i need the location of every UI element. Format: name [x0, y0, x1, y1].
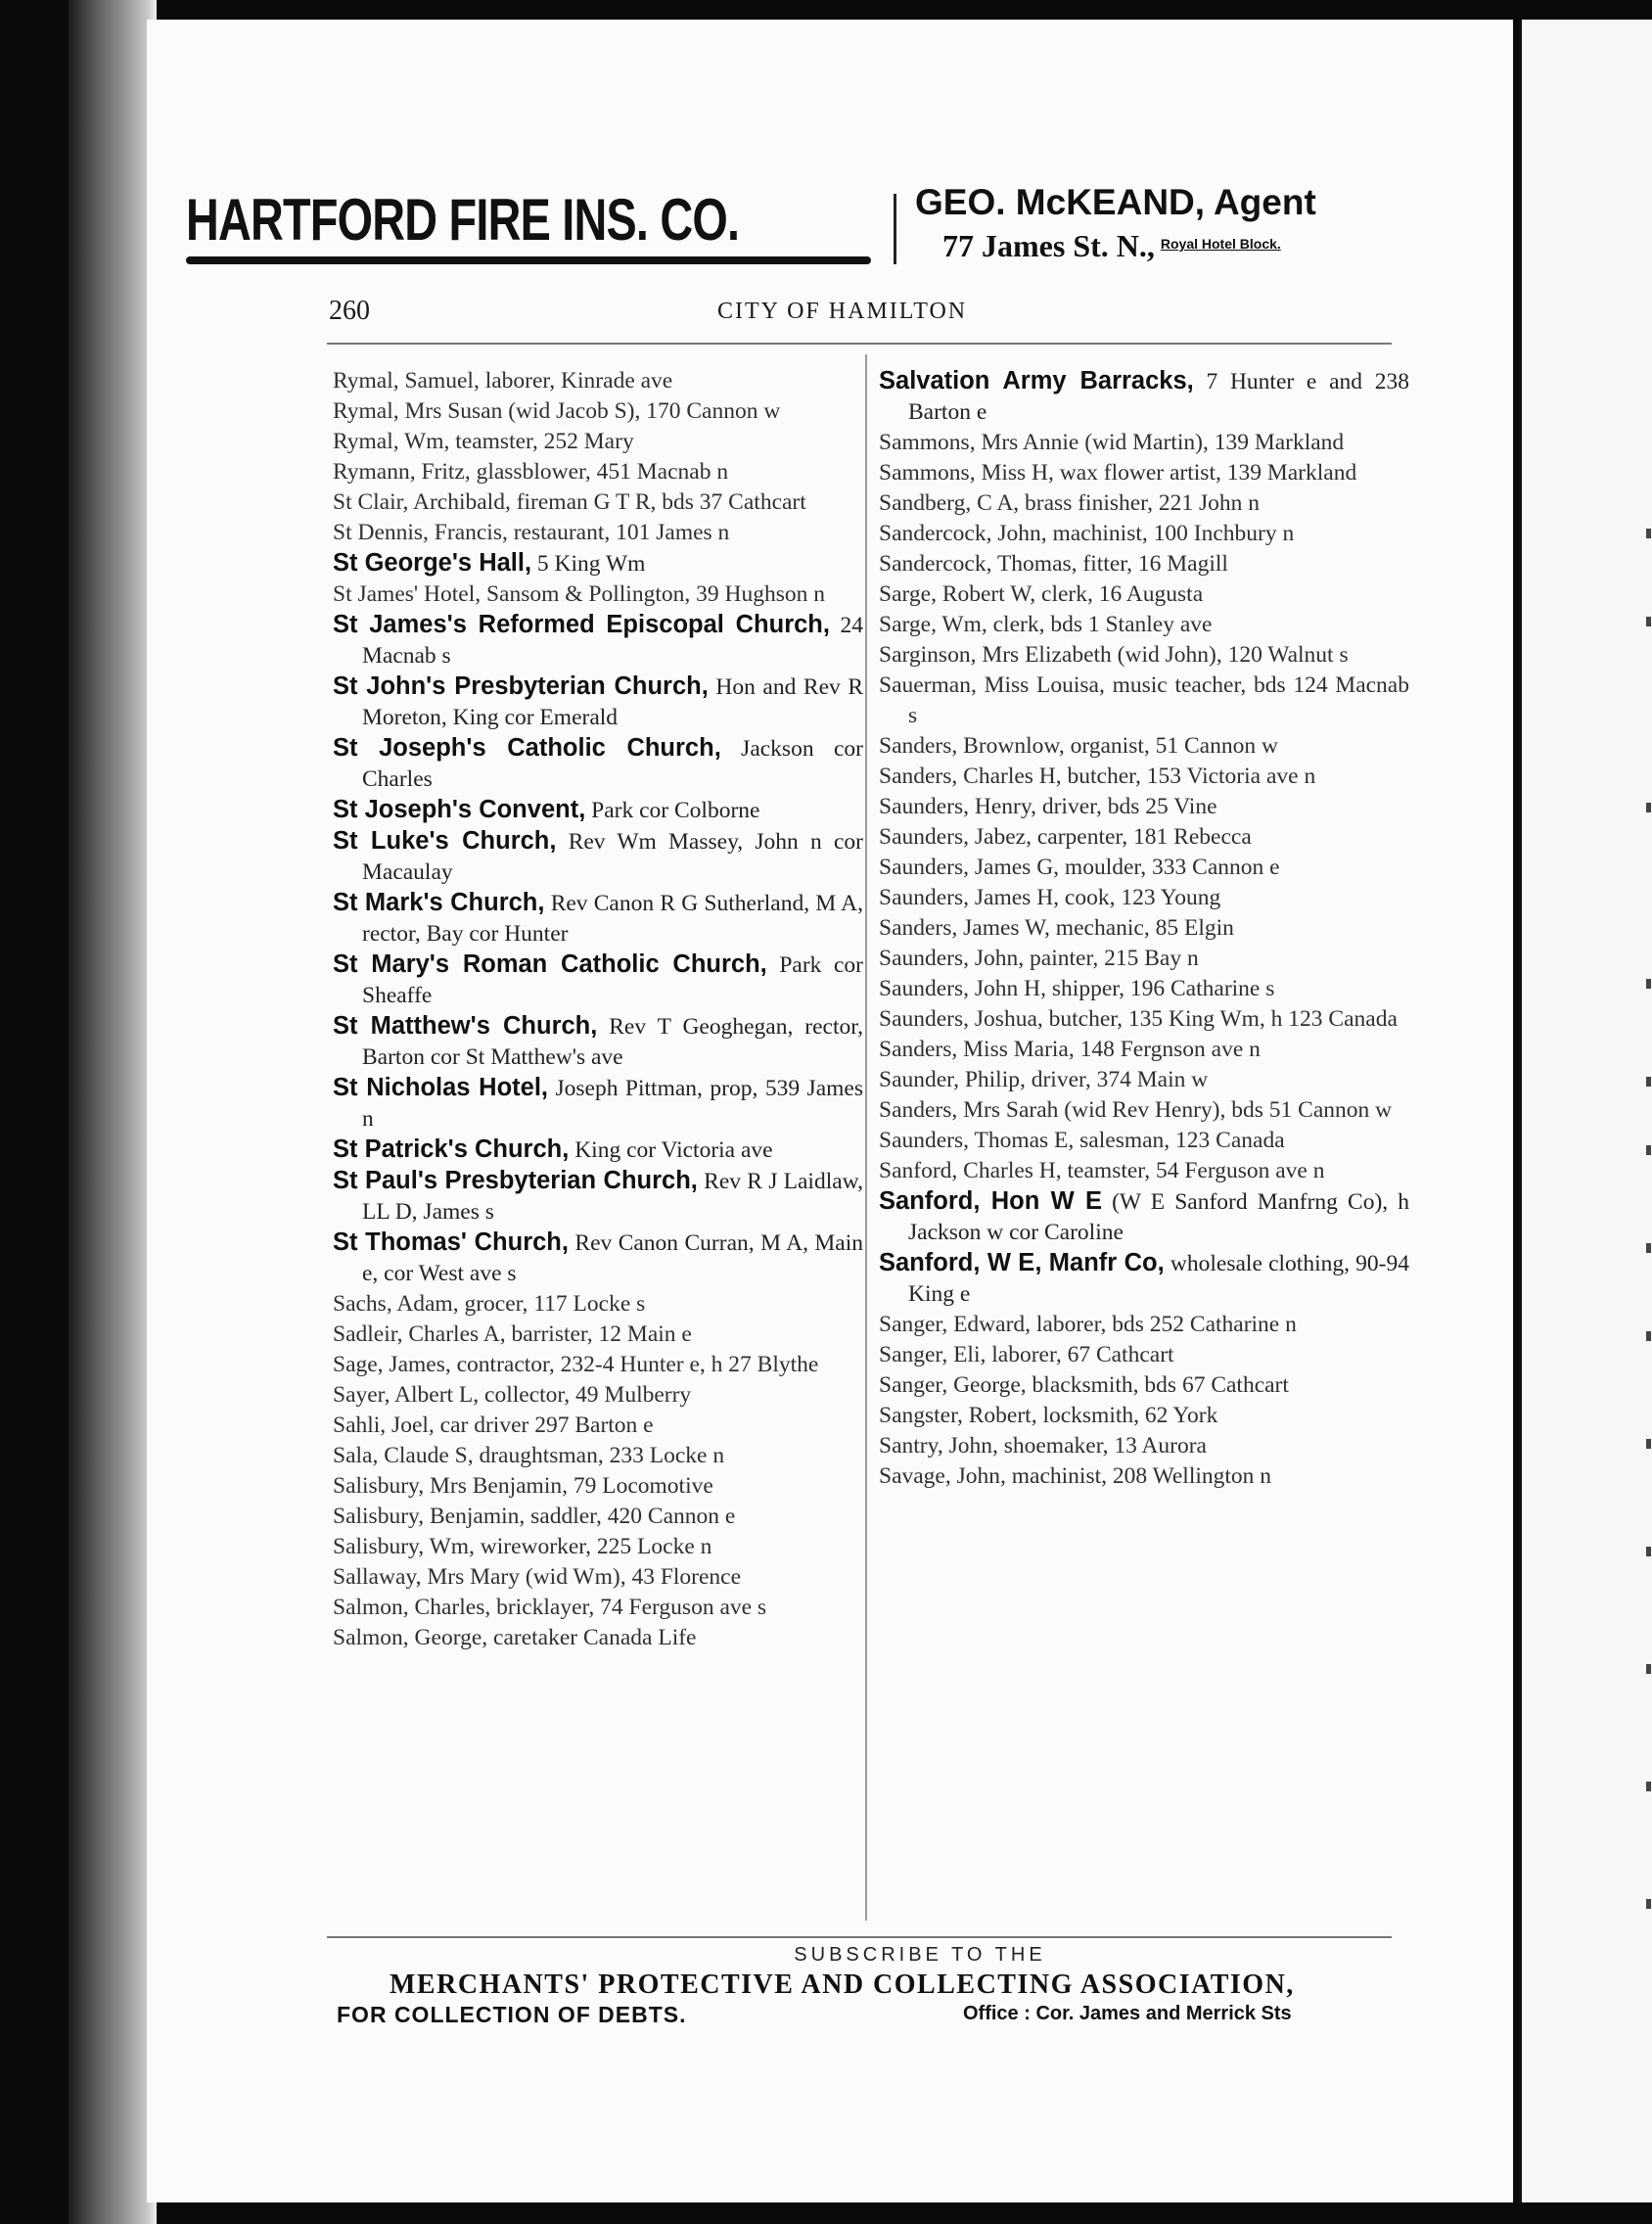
entry-text: 5 King Wm [531, 551, 646, 577]
entry-text: Sanger, George, blacksmith, bds 67 Cathcart [879, 1372, 1289, 1398]
directory-entry [879, 792, 1409, 822]
entry-text: Salisbury, Wm, wireworker, 225 Locke n [333, 1534, 712, 1559]
advert-block: Royal Hotel Block. [1160, 236, 1281, 252]
directory-entry [333, 427, 863, 457]
entry-text: Rymann, Fritz, glassblower, 451 Macnab n [333, 459, 729, 485]
directory-entry [879, 519, 1409, 549]
entry-text: Salmon, Charles, bricklayer, 74 Ferguson ave s [333, 1595, 767, 1620]
directory-entry [333, 366, 863, 396]
entry-text: Santry, John, shoemaker, 13 Aurora [879, 1433, 1207, 1459]
directory-entry [879, 1461, 1409, 1492]
entry-name: Salvation Army Barracks, [879, 367, 1194, 394]
advert-company-name: HARTFORD FIRE INS. CO. [186, 187, 740, 253]
directory-entry [333, 579, 863, 610]
directory-entry [333, 1166, 863, 1228]
entry-text: Sala, Claude S, draughtsman, 233 Locke n [333, 1443, 725, 1468]
entry-text: Joseph Pittman, prop, 539 James n [362, 1076, 863, 1132]
directory-entry [333, 1350, 863, 1380]
directory-entry [333, 1623, 863, 1653]
entry-text: Salmon, George, caretaker Canada Life [333, 1625, 697, 1650]
entry-text: Sarge, Robert W, clerk, 16 Augusta [879, 581, 1204, 607]
directory-entry [333, 518, 863, 548]
entry-text: Park cor Sheaffe [362, 952, 863, 1008]
entry-text: Rev R J Laidlaw, LL D, James s [362, 1169, 863, 1225]
entry-text: Sanford, Charles H, teamster, 54 Ferguson ave n [879, 1158, 1325, 1183]
advert-address-line [942, 228, 1281, 264]
directory-entry [879, 1401, 1409, 1431]
entry-text: Sammons, Miss H, wax flower artist, 139 Markland [879, 460, 1357, 486]
directory-entry [879, 913, 1409, 944]
directory-entry [333, 1411, 863, 1441]
footer-rule [327, 1936, 1392, 1938]
left-column [333, 366, 863, 1653]
directory-entry [333, 826, 863, 888]
directory-entry [333, 795, 863, 826]
directory-entry [333, 1593, 863, 1623]
directory-entry [879, 488, 1409, 519]
entry-text: Sandercock, Thomas, fitter, 16 Magill [879, 551, 1228, 577]
entry-text: Sahli, Joel, car driver 297 Barton e [333, 1413, 654, 1438]
directory-entry [333, 888, 863, 950]
entry-name: St Mary's Roman Catholic Church, [333, 950, 767, 978]
directory-entry [333, 733, 863, 795]
header-rule [327, 343, 1392, 345]
entry-text: Rev Wm Massey, John n cor Macaulay [362, 829, 863, 885]
directory-entry [333, 1228, 863, 1289]
directory-entry [333, 1502, 863, 1532]
directory-entry [333, 1073, 863, 1135]
entry-text: 7 Hunter e and 238 Barton e [908, 369, 1409, 425]
entry-text: Saunder, Philip, driver, 374 Main w [879, 1067, 1209, 1092]
entry-text: Saunders, Jabez, carpenter, 181 Rebecca [879, 824, 1252, 850]
directory-entry [879, 610, 1409, 640]
entry-text: Park cor Colborne [585, 798, 760, 823]
entry-text: Sarginson, Mrs Elizabeth (wid John), 120 Walnut s [879, 642, 1349, 668]
entry-text: Rymal, Wm, teamster, 252 Mary [333, 429, 634, 454]
directory-entry [879, 731, 1409, 762]
entry-text: Sage, James, contractor, 232-4 Hunter e, h 27 Blythe [333, 1352, 819, 1377]
directory-entry [879, 1370, 1409, 1401]
directory-entry [333, 1471, 863, 1502]
entry-text: Sallaway, Mrs Mary (wid Wm), 43 Florence [333, 1564, 742, 1590]
entry-text: St Dennis, Francis, restaurant, 101 James n [333, 520, 730, 545]
directory-entry [879, 1186, 1409, 1248]
advert-divider [894, 194, 896, 264]
directory-entry [879, 1004, 1409, 1035]
directory-entry [333, 1011, 863, 1073]
directory-entry [333, 672, 863, 733]
entry-name: St James's Reformed Episcopal Church, [333, 611, 830, 638]
advert-address: 77 James St. N., [942, 228, 1155, 263]
entry-text: Sanders, Charles H, butcher, 153 Victoria ave n [879, 764, 1316, 789]
entry-text: Jackson cor Charles [362, 736, 863, 792]
directory-entry [879, 428, 1409, 458]
directory-entry [879, 1095, 1409, 1126]
directory-entry [879, 944, 1409, 974]
directory-entry [333, 1320, 863, 1350]
footer-association: MERCHANTS' PROTECTIVE AND COLLECTING ASSOCIATION, [390, 1969, 1295, 2000]
right-column [879, 366, 1409, 1492]
entry-text: Sammons, Mrs Annie (wid Martin), 139 Markland [879, 430, 1345, 455]
entry-name: St Nicholas Hotel, [333, 1074, 548, 1101]
entry-text: Sarge, Wm, clerk, bds 1 Stanley ave [879, 612, 1213, 637]
entry-text: Sanger, Eli, laborer, 67 Cathcart [879, 1342, 1174, 1367]
directory-entry [333, 950, 863, 1011]
footer-office: Office : Cor. James and Merrick Sts [963, 2003, 1292, 2024]
advert-agent: GEO. McKEAND, Agent [915, 182, 1316, 222]
facing-page-edge [1519, 20, 1652, 2202]
directory-entry [879, 1340, 1409, 1370]
directory-entry [333, 1380, 863, 1411]
directory-entry [879, 1035, 1409, 1065]
directory-entry [333, 396, 863, 427]
directory-entry [879, 762, 1409, 792]
entry-text: Sandercock, John, machinist, 100 Inchbury n [879, 521, 1295, 546]
directory-entry [333, 1532, 863, 1562]
entry-text: Saunders, Henry, driver, bds 25 Vine [879, 794, 1217, 819]
entry-name: St Luke's Church, [333, 827, 557, 855]
directory-entry [333, 610, 863, 672]
directory-entry [879, 974, 1409, 1004]
entry-text: Sanger, Edward, laborer, bds 252 Catharine n [879, 1312, 1297, 1337]
directory-entry [879, 1156, 1409, 1186]
entry-text: Sachs, Adam, grocer, 117 Locke s [333, 1291, 646, 1317]
entry-text: Sanders, Miss Maria, 148 Fergnson ave n [879, 1037, 1261, 1062]
entry-name: St Mark's Church, [333, 889, 545, 916]
entry-text: wholesale clothing, 90-94 King e [908, 1251, 1409, 1307]
directory-entry [879, 1248, 1409, 1310]
directory-entry [879, 579, 1409, 610]
entry-text: Saunders, James G, moulder, 333 Cannon e [879, 855, 1280, 880]
directory-entry [879, 1126, 1409, 1156]
entry-text: Sangster, Robert, locksmith, 62 York [879, 1403, 1218, 1428]
entry-text: Sauerman, Miss Louisa, music teacher, bds 124 Macnab s [879, 672, 1409, 728]
entry-name: St John's Presbyterian Church, [333, 672, 709, 700]
entry-text: St James' Hotel, Sansom & Pollington, 39 Hughson n [333, 581, 825, 607]
entry-text: Rev Canon R G Sutherland, M A, rector, Bay cor Hunter [362, 891, 863, 947]
entry-text: Sadleir, Charles A, barrister, 12 Main e [333, 1321, 692, 1347]
entry-text: Saunders, John, painter, 215 Bay n [879, 946, 1199, 971]
directory-entry [879, 1065, 1409, 1095]
entry-text: Sandberg, C A, brass finisher, 221 John n [879, 490, 1260, 516]
entry-name: St Joseph's Catholic Church, [333, 734, 721, 762]
footer-debts: FOR COLLECTION OF DEBTS. [337, 2002, 687, 2027]
entry-name: Sanford, Hon W E [879, 1187, 1102, 1215]
entry-text: Saunders, James H, cook, 123 Young [879, 885, 1221, 910]
entry-text: Saunders, Joshua, butcher, 135 King Wm, h 123 Canada [879, 1006, 1398, 1032]
page-number: 260 [329, 296, 370, 326]
directory-entry [879, 671, 1409, 731]
entry-text: Salisbury, Benjamin, saddler, 420 Cannon e [333, 1504, 736, 1529]
running-title: CITY OF HAMILTON [717, 299, 968, 324]
directory-entry [879, 853, 1409, 883]
entry-text: Sanders, Mrs Sarah (wid Rev Henry), bds 51 Cannon w [879, 1097, 1393, 1123]
entry-name: St Joseph's Convent, [333, 796, 586, 823]
directory-entry [879, 822, 1409, 853]
entry-text: Savage, John, machinist, 208 Wellington n [879, 1463, 1272, 1489]
entry-text: Rev Canon Curran, M A, Main e, cor West ave s [362, 1230, 863, 1286]
entry-text: Sanders, Brownlow, organist, 51 Cannon w [879, 733, 1278, 759]
entry-text: 24 Macnab s [362, 613, 864, 669]
entry-text: Saunders, Thomas E, salesman, 123 Canada [879, 1128, 1285, 1153]
directory-entry [333, 457, 863, 487]
directory-entry [333, 1289, 863, 1320]
entry-text: Rev T Geoghegan, rector, Barton cor St Matthew's ave [362, 1014, 863, 1070]
directory-entry [879, 549, 1409, 579]
entry-text: Sayer, Albert L, collector, 49 Mulberry [333, 1382, 692, 1408]
entry-text: Saunders, John H, shipper, 196 Catharine s [879, 976, 1275, 1001]
entry-text: Sanders, James W, mechanic, 85 Elgin [879, 915, 1234, 941]
entry-name: St Paul's Presbyterian Church, [333, 1167, 698, 1194]
directory-entry [879, 366, 1409, 428]
directory-entry [333, 1135, 863, 1166]
entry-name: St George's Hall, [333, 549, 532, 577]
advert-underline [186, 256, 871, 264]
entry-name: St Patrick's Church, [333, 1135, 570, 1163]
column-divider [865, 354, 867, 1921]
directory-entry [333, 548, 863, 579]
directory-entry [333, 1441, 863, 1471]
directory-entry [879, 883, 1409, 913]
footer-subscribe: SUBSCRIBE TO THE [794, 1944, 1046, 1966]
directory-entry [879, 458, 1409, 488]
directory-entry [333, 487, 863, 518]
entry-name: St Matthew's Church, [333, 1012, 598, 1040]
entry-name: Sanford, W E, Manfr Co, [879, 1249, 1165, 1276]
directory-entry [879, 640, 1409, 671]
entry-text: St Clair, Archibald, fireman G T R, bds 37 Cathcart [333, 489, 806, 515]
entry-text: Rymal, Samuel, laborer, Kinrade ave [333, 368, 673, 394]
entry-text: (W E Sanford Manfrng Co), h Jackson w cor Caroline [908, 1189, 1409, 1245]
entry-text: Salisbury, Mrs Benjamin, 79 Locomotive [333, 1473, 713, 1499]
entry-name: St Thomas' Church, [333, 1228, 569, 1256]
book-binding-shadow [69, 0, 157, 2224]
directory-entry [879, 1310, 1409, 1340]
entry-text: Hon and Rev R Moreton, King cor Emerald [362, 674, 863, 730]
entry-text: King cor Victoria ave [569, 1137, 773, 1163]
directory-entry [879, 1431, 1409, 1461]
entry-text: Rymal, Mrs Susan (wid Jacob S), 170 Cannon w [333, 398, 781, 424]
directory-entry [333, 1562, 863, 1593]
